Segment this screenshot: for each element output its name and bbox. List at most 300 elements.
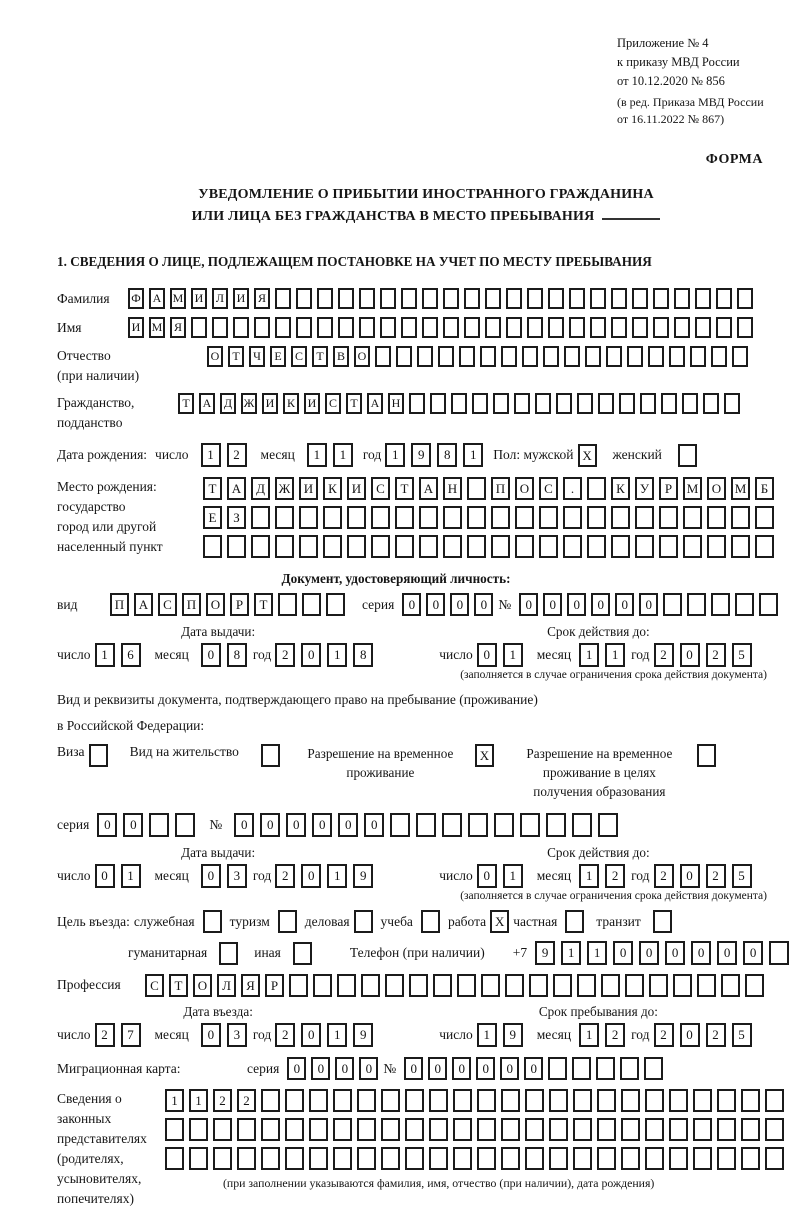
- gender-female-checkbox[interactable]: [678, 444, 697, 467]
- form-cell[interactable]: О: [206, 593, 225, 616]
- form-cell[interactable]: [535, 393, 551, 414]
- form-cell[interactable]: 0: [476, 1057, 495, 1080]
- form-cell[interactable]: [590, 288, 606, 309]
- form-cell[interactable]: [717, 1147, 736, 1170]
- form-cell[interactable]: [693, 1089, 712, 1112]
- form-cell[interactable]: [409, 974, 428, 997]
- form-cell[interactable]: Е: [203, 506, 222, 529]
- form-cell[interactable]: [275, 506, 294, 529]
- form-cell[interactable]: [520, 813, 540, 837]
- form-cell[interactable]: 5: [732, 643, 752, 667]
- form-cell[interactable]: [632, 317, 648, 338]
- form-cell[interactable]: Т: [169, 974, 188, 997]
- form-cell[interactable]: [296, 288, 312, 309]
- form-cell[interactable]: [203, 535, 222, 558]
- form-cell[interactable]: [556, 393, 572, 414]
- form-cell[interactable]: 2: [706, 643, 726, 667]
- form-cell[interactable]: [361, 974, 380, 997]
- form-cell[interactable]: 1: [327, 864, 347, 888]
- form-cell[interactable]: [405, 1147, 424, 1170]
- form-cell[interactable]: [572, 1057, 591, 1080]
- form-cell[interactable]: Т: [228, 346, 244, 367]
- form-cell[interactable]: [573, 1118, 592, 1141]
- form-cell[interactable]: [707, 535, 726, 558]
- form-cell[interactable]: [645, 1147, 664, 1170]
- form-cell[interactable]: 0: [743, 941, 763, 965]
- form-cell[interactable]: 8: [227, 643, 247, 667]
- form-cell[interactable]: [721, 974, 740, 997]
- form-cell[interactable]: [563, 506, 582, 529]
- form-cell[interactable]: 0: [717, 941, 737, 965]
- form-cell[interactable]: [564, 346, 580, 367]
- form-cell[interactable]: 1: [165, 1089, 184, 1112]
- purpose-tourism-checkbox[interactable]: [278, 910, 297, 933]
- form-cell[interactable]: 7: [121, 1023, 141, 1047]
- form-cell[interactable]: [467, 506, 486, 529]
- form-cell[interactable]: М: [170, 288, 186, 309]
- purpose-official-checkbox[interactable]: [203, 910, 222, 933]
- form-cell[interactable]: [477, 1118, 496, 1141]
- form-cell[interactable]: К: [283, 393, 299, 414]
- form-cell[interactable]: 1: [503, 864, 523, 888]
- form-cell[interactable]: [175, 813, 195, 837]
- form-cell[interactable]: 2: [605, 864, 625, 888]
- form-cell[interactable]: [505, 974, 524, 997]
- form-cell[interactable]: 0: [97, 813, 117, 837]
- form-cell[interactable]: С: [539, 477, 558, 500]
- form-cell[interactable]: 2: [605, 1023, 625, 1047]
- form-cell[interactable]: [673, 974, 692, 997]
- form-cell[interactable]: [468, 813, 488, 837]
- form-cell[interactable]: 0: [404, 1057, 423, 1080]
- form-cell[interactable]: [309, 1089, 328, 1112]
- form-cell[interactable]: 0: [428, 1057, 447, 1080]
- form-cell[interactable]: 8: [353, 643, 373, 667]
- form-cell[interactable]: [765, 1118, 784, 1141]
- form-cell[interactable]: [419, 535, 438, 558]
- form-cell[interactable]: Т: [312, 346, 328, 367]
- form-cell[interactable]: [472, 393, 488, 414]
- form-cell[interactable]: [659, 535, 678, 558]
- form-cell[interactable]: [464, 288, 480, 309]
- form-cell[interactable]: [697, 974, 716, 997]
- form-cell[interactable]: [381, 1089, 400, 1112]
- form-cell[interactable]: [644, 1057, 663, 1080]
- form-cell[interactable]: [653, 288, 669, 309]
- form-cell[interactable]: Т: [395, 477, 414, 500]
- form-cell[interactable]: [467, 535, 486, 558]
- form-cell[interactable]: 0: [338, 813, 358, 837]
- form-cell[interactable]: 1: [503, 643, 523, 667]
- form-cell[interactable]: [501, 346, 517, 367]
- form-cell[interactable]: [337, 974, 356, 997]
- form-cell[interactable]: 9: [353, 864, 373, 888]
- form-cell[interactable]: 2: [95, 1023, 115, 1047]
- form-cell[interactable]: 0: [301, 1023, 321, 1047]
- form-cell[interactable]: 0: [452, 1057, 471, 1080]
- form-cell[interactable]: 0: [524, 1057, 543, 1080]
- form-cell[interactable]: [755, 506, 774, 529]
- form-cell[interactable]: 0: [312, 813, 332, 837]
- form-cell[interactable]: [357, 1147, 376, 1170]
- form-cell[interactable]: [409, 393, 425, 414]
- form-cell[interactable]: [296, 317, 312, 338]
- form-cell[interactable]: Р: [659, 477, 678, 500]
- form-cell[interactable]: 0: [615, 593, 634, 616]
- form-cell[interactable]: 0: [201, 864, 221, 888]
- form-cell[interactable]: [717, 1118, 736, 1141]
- form-cell[interactable]: [687, 593, 706, 616]
- purpose-other-checkbox[interactable]: [293, 942, 312, 965]
- form-cell[interactable]: [506, 288, 522, 309]
- form-cell[interactable]: [661, 393, 677, 414]
- form-cell[interactable]: [357, 1089, 376, 1112]
- form-cell[interactable]: [741, 1118, 760, 1141]
- form-cell[interactable]: Ж: [241, 393, 257, 414]
- form-cell[interactable]: [621, 1089, 640, 1112]
- form-cell[interactable]: Р: [265, 974, 284, 997]
- form-cell[interactable]: [323, 506, 342, 529]
- form-cell[interactable]: [539, 535, 558, 558]
- form-cell[interactable]: [635, 506, 654, 529]
- form-cell[interactable]: [278, 593, 297, 616]
- form-cell[interactable]: 0: [474, 593, 493, 616]
- form-cell[interactable]: [289, 974, 308, 997]
- form-cell[interactable]: [745, 974, 764, 997]
- form-cell[interactable]: М: [731, 477, 750, 500]
- form-cell[interactable]: [251, 535, 270, 558]
- form-cell[interactable]: [261, 1147, 280, 1170]
- form-cell[interactable]: [433, 974, 452, 997]
- form-cell[interactable]: [338, 288, 354, 309]
- form-cell[interactable]: [546, 813, 566, 837]
- form-cell[interactable]: [765, 1089, 784, 1112]
- form-cell[interactable]: 0: [450, 593, 469, 616]
- form-cell[interactable]: [309, 1147, 328, 1170]
- form-cell[interactable]: Т: [254, 593, 273, 616]
- form-cell[interactable]: [506, 317, 522, 338]
- form-cell[interactable]: 0: [402, 593, 421, 616]
- form-cell[interactable]: [695, 288, 711, 309]
- form-cell[interactable]: [501, 1118, 520, 1141]
- form-cell[interactable]: [735, 593, 754, 616]
- form-cell[interactable]: [501, 1089, 520, 1112]
- form-cell[interactable]: И: [191, 288, 207, 309]
- form-cell[interactable]: 2: [654, 864, 674, 888]
- form-cell[interactable]: [347, 535, 366, 558]
- form-cell[interactable]: [429, 1147, 448, 1170]
- form-cell[interactable]: [261, 1089, 280, 1112]
- form-cell[interactable]: О: [207, 346, 223, 367]
- form-cell[interactable]: [632, 288, 648, 309]
- form-cell[interactable]: [430, 393, 446, 414]
- form-cell[interactable]: Т: [203, 477, 222, 500]
- form-cell[interactable]: [422, 288, 438, 309]
- form-cell[interactable]: 0: [287, 1057, 306, 1080]
- form-cell[interactable]: 0: [286, 813, 306, 837]
- form-cell[interactable]: 1: [579, 864, 599, 888]
- form-cell[interactable]: О: [193, 974, 212, 997]
- form-cell[interactable]: [457, 974, 476, 997]
- form-cell[interactable]: [527, 288, 543, 309]
- form-cell[interactable]: [569, 288, 585, 309]
- form-cell[interactable]: [485, 288, 501, 309]
- form-cell[interactable]: [381, 1147, 400, 1170]
- form-cell[interactable]: Я: [170, 317, 186, 338]
- form-cell[interactable]: [405, 1089, 424, 1112]
- form-cell[interactable]: 0: [613, 941, 633, 965]
- form-cell[interactable]: [285, 1118, 304, 1141]
- form-cell[interactable]: [759, 593, 778, 616]
- form-cell[interactable]: 1: [121, 864, 141, 888]
- form-cell[interactable]: [597, 1089, 616, 1112]
- form-cell[interactable]: [553, 974, 572, 997]
- form-cell[interactable]: [417, 346, 433, 367]
- form-cell[interactable]: [731, 506, 750, 529]
- form-cell[interactable]: [674, 288, 690, 309]
- form-cell[interactable]: О: [354, 346, 370, 367]
- form-cell[interactable]: 3: [227, 1023, 247, 1047]
- form-cell[interactable]: [254, 317, 270, 338]
- form-cell[interactable]: [443, 317, 459, 338]
- form-cell[interactable]: [741, 1089, 760, 1112]
- form-cell[interactable]: 2: [275, 643, 295, 667]
- form-cell[interactable]: [491, 535, 510, 558]
- form-cell[interactable]: 0: [639, 941, 659, 965]
- form-cell[interactable]: [611, 288, 627, 309]
- form-cell[interactable]: [563, 535, 582, 558]
- form-cell[interactable]: .: [563, 477, 582, 500]
- form-cell[interactable]: 0: [301, 643, 321, 667]
- form-cell[interactable]: [635, 535, 654, 558]
- form-cell[interactable]: [620, 1057, 639, 1080]
- form-cell[interactable]: [485, 317, 501, 338]
- form-cell[interactable]: [302, 593, 321, 616]
- form-cell[interactable]: И: [262, 393, 278, 414]
- temp-residence-edu-checkbox[interactable]: [697, 744, 716, 767]
- form-cell[interactable]: 0: [680, 1023, 700, 1047]
- form-cell[interactable]: [422, 317, 438, 338]
- form-cell[interactable]: [375, 346, 391, 367]
- form-cell[interactable]: [572, 813, 592, 837]
- form-cell[interactable]: [585, 346, 601, 367]
- form-cell[interactable]: [405, 1118, 424, 1141]
- form-cell[interactable]: [527, 317, 543, 338]
- form-cell[interactable]: 0: [691, 941, 711, 965]
- form-cell[interactable]: 0: [680, 643, 700, 667]
- form-cell[interactable]: К: [611, 477, 630, 500]
- form-cell[interactable]: [525, 1147, 544, 1170]
- form-cell[interactable]: 1: [605, 643, 625, 667]
- form-cell[interactable]: [401, 288, 417, 309]
- form-cell[interactable]: 0: [359, 1057, 378, 1080]
- form-cell[interactable]: Л: [212, 288, 228, 309]
- form-cell[interactable]: [396, 346, 412, 367]
- form-cell[interactable]: [477, 1147, 496, 1170]
- form-cell[interactable]: 2: [706, 864, 726, 888]
- form-cell[interactable]: 2: [654, 1023, 674, 1047]
- form-cell[interactable]: [548, 317, 564, 338]
- form-cell[interactable]: [703, 393, 719, 414]
- form-cell[interactable]: [711, 346, 727, 367]
- form-cell[interactable]: [443, 506, 462, 529]
- form-cell[interactable]: 2: [275, 1023, 295, 1047]
- form-cell[interactable]: 0: [426, 593, 445, 616]
- form-cell[interactable]: 0: [665, 941, 685, 965]
- form-cell[interactable]: 0: [201, 1023, 221, 1047]
- form-cell[interactable]: [309, 1118, 328, 1141]
- form-cell[interactable]: [357, 1118, 376, 1141]
- form-cell[interactable]: [227, 535, 246, 558]
- form-cell[interactable]: Я: [241, 974, 260, 997]
- form-cell[interactable]: [477, 1089, 496, 1112]
- form-cell[interactable]: [598, 393, 614, 414]
- form-cell[interactable]: 0: [201, 643, 221, 667]
- form-cell[interactable]: [669, 1147, 688, 1170]
- form-cell[interactable]: [569, 317, 585, 338]
- form-cell[interactable]: [313, 974, 332, 997]
- form-cell[interactable]: [275, 317, 291, 338]
- form-cell[interactable]: С: [158, 593, 177, 616]
- form-cell[interactable]: [669, 1118, 688, 1141]
- form-cell[interactable]: [515, 535, 534, 558]
- form-cell[interactable]: [674, 317, 690, 338]
- form-cell[interactable]: [649, 974, 668, 997]
- form-cell[interactable]: 1: [95, 643, 115, 667]
- form-cell[interactable]: [611, 506, 630, 529]
- form-cell[interactable]: 2: [213, 1089, 232, 1112]
- form-cell[interactable]: [317, 317, 333, 338]
- form-cell[interactable]: 2: [654, 643, 674, 667]
- form-cell[interactable]: 1: [477, 1023, 497, 1047]
- form-cell[interactable]: [621, 1118, 640, 1141]
- form-cell[interactable]: [683, 506, 702, 529]
- form-cell[interactable]: [765, 1147, 784, 1170]
- form-cell[interactable]: [731, 535, 750, 558]
- form-cell[interactable]: [464, 317, 480, 338]
- form-cell[interactable]: [165, 1147, 184, 1170]
- form-cell[interactable]: Д: [251, 477, 270, 500]
- form-cell[interactable]: [347, 506, 366, 529]
- form-cell[interactable]: [261, 1118, 280, 1141]
- form-cell[interactable]: [653, 317, 669, 338]
- form-cell[interactable]: [619, 393, 635, 414]
- form-cell[interactable]: 5: [732, 1023, 752, 1047]
- form-cell[interactable]: [669, 1089, 688, 1112]
- form-cell[interactable]: [515, 506, 534, 529]
- form-cell[interactable]: [233, 317, 249, 338]
- form-cell[interactable]: [380, 317, 396, 338]
- form-cell[interactable]: И: [299, 477, 318, 500]
- form-cell[interactable]: [645, 1118, 664, 1141]
- form-cell[interactable]: [480, 346, 496, 367]
- form-cell[interactable]: [549, 1089, 568, 1112]
- form-cell[interactable]: 0: [591, 593, 610, 616]
- form-cell[interactable]: [149, 813, 169, 837]
- purpose-humanitarian-checkbox[interactable]: [219, 942, 238, 965]
- form-cell[interactable]: [625, 974, 644, 997]
- form-cell[interactable]: Е: [270, 346, 286, 367]
- form-cell[interactable]: [501, 1147, 520, 1170]
- form-cell[interactable]: [573, 1089, 592, 1112]
- form-cell[interactable]: [493, 393, 509, 414]
- form-cell[interactable]: 0: [123, 813, 143, 837]
- form-cell[interactable]: [529, 974, 548, 997]
- form-cell[interactable]: [549, 1118, 568, 1141]
- form-cell[interactable]: [381, 1118, 400, 1141]
- form-cell[interactable]: [317, 288, 333, 309]
- form-cell[interactable]: 0: [301, 864, 321, 888]
- form-cell[interactable]: [525, 1089, 544, 1112]
- form-cell[interactable]: 0: [500, 1057, 519, 1080]
- form-cell[interactable]: 0: [639, 593, 658, 616]
- form-cell[interactable]: [717, 1089, 736, 1112]
- form-cell[interactable]: 8: [437, 443, 457, 467]
- form-cell[interactable]: [443, 288, 459, 309]
- form-cell[interactable]: [732, 346, 748, 367]
- purpose-business-checkbox[interactable]: [354, 910, 373, 933]
- form-cell[interactable]: Б: [755, 477, 774, 500]
- form-cell[interactable]: 0: [477, 864, 497, 888]
- form-cell[interactable]: [285, 1147, 304, 1170]
- form-cell[interactable]: Т: [178, 393, 194, 414]
- form-cell[interactable]: Н: [388, 393, 404, 414]
- gender-male-checkbox[interactable]: X: [578, 444, 597, 467]
- purpose-private-checkbox[interactable]: [565, 910, 584, 933]
- form-cell[interactable]: [690, 346, 706, 367]
- form-cell[interactable]: [539, 506, 558, 529]
- form-cell[interactable]: П: [491, 477, 510, 500]
- form-cell[interactable]: [587, 535, 606, 558]
- form-cell[interactable]: [543, 346, 559, 367]
- form-cell[interactable]: [659, 506, 678, 529]
- form-cell[interactable]: [596, 1057, 615, 1080]
- form-cell[interactable]: 2: [706, 1023, 726, 1047]
- form-cell[interactable]: 9: [411, 443, 431, 467]
- form-cell[interactable]: 1: [579, 1023, 599, 1047]
- form-cell[interactable]: [573, 1147, 592, 1170]
- form-cell[interactable]: [380, 288, 396, 309]
- form-cell[interactable]: [212, 317, 228, 338]
- form-cell[interactable]: [724, 393, 740, 414]
- form-cell[interactable]: [299, 506, 318, 529]
- form-cell[interactable]: 9: [503, 1023, 523, 1047]
- form-cell[interactable]: [333, 1118, 352, 1141]
- form-cell[interactable]: М: [683, 477, 702, 500]
- form-cell[interactable]: [275, 288, 291, 309]
- form-cell[interactable]: И: [233, 288, 249, 309]
- form-cell[interactable]: [491, 506, 510, 529]
- form-cell[interactable]: А: [419, 477, 438, 500]
- form-cell[interactable]: [549, 1147, 568, 1170]
- form-cell[interactable]: 2: [237, 1089, 256, 1112]
- form-cell[interactable]: [598, 813, 618, 837]
- form-cell[interactable]: [737, 317, 753, 338]
- form-cell[interactable]: 1: [307, 443, 327, 467]
- form-cell[interactable]: С: [371, 477, 390, 500]
- form-cell[interactable]: [587, 506, 606, 529]
- form-cell[interactable]: [621, 1147, 640, 1170]
- form-cell[interactable]: А: [227, 477, 246, 500]
- form-cell[interactable]: [390, 813, 410, 837]
- form-cell[interactable]: [577, 393, 593, 414]
- form-cell[interactable]: Ф: [128, 288, 144, 309]
- form-cell[interactable]: 0: [680, 864, 700, 888]
- form-cell[interactable]: [385, 974, 404, 997]
- form-cell[interactable]: З: [227, 506, 246, 529]
- form-cell[interactable]: [359, 288, 375, 309]
- form-cell[interactable]: 9: [353, 1023, 373, 1047]
